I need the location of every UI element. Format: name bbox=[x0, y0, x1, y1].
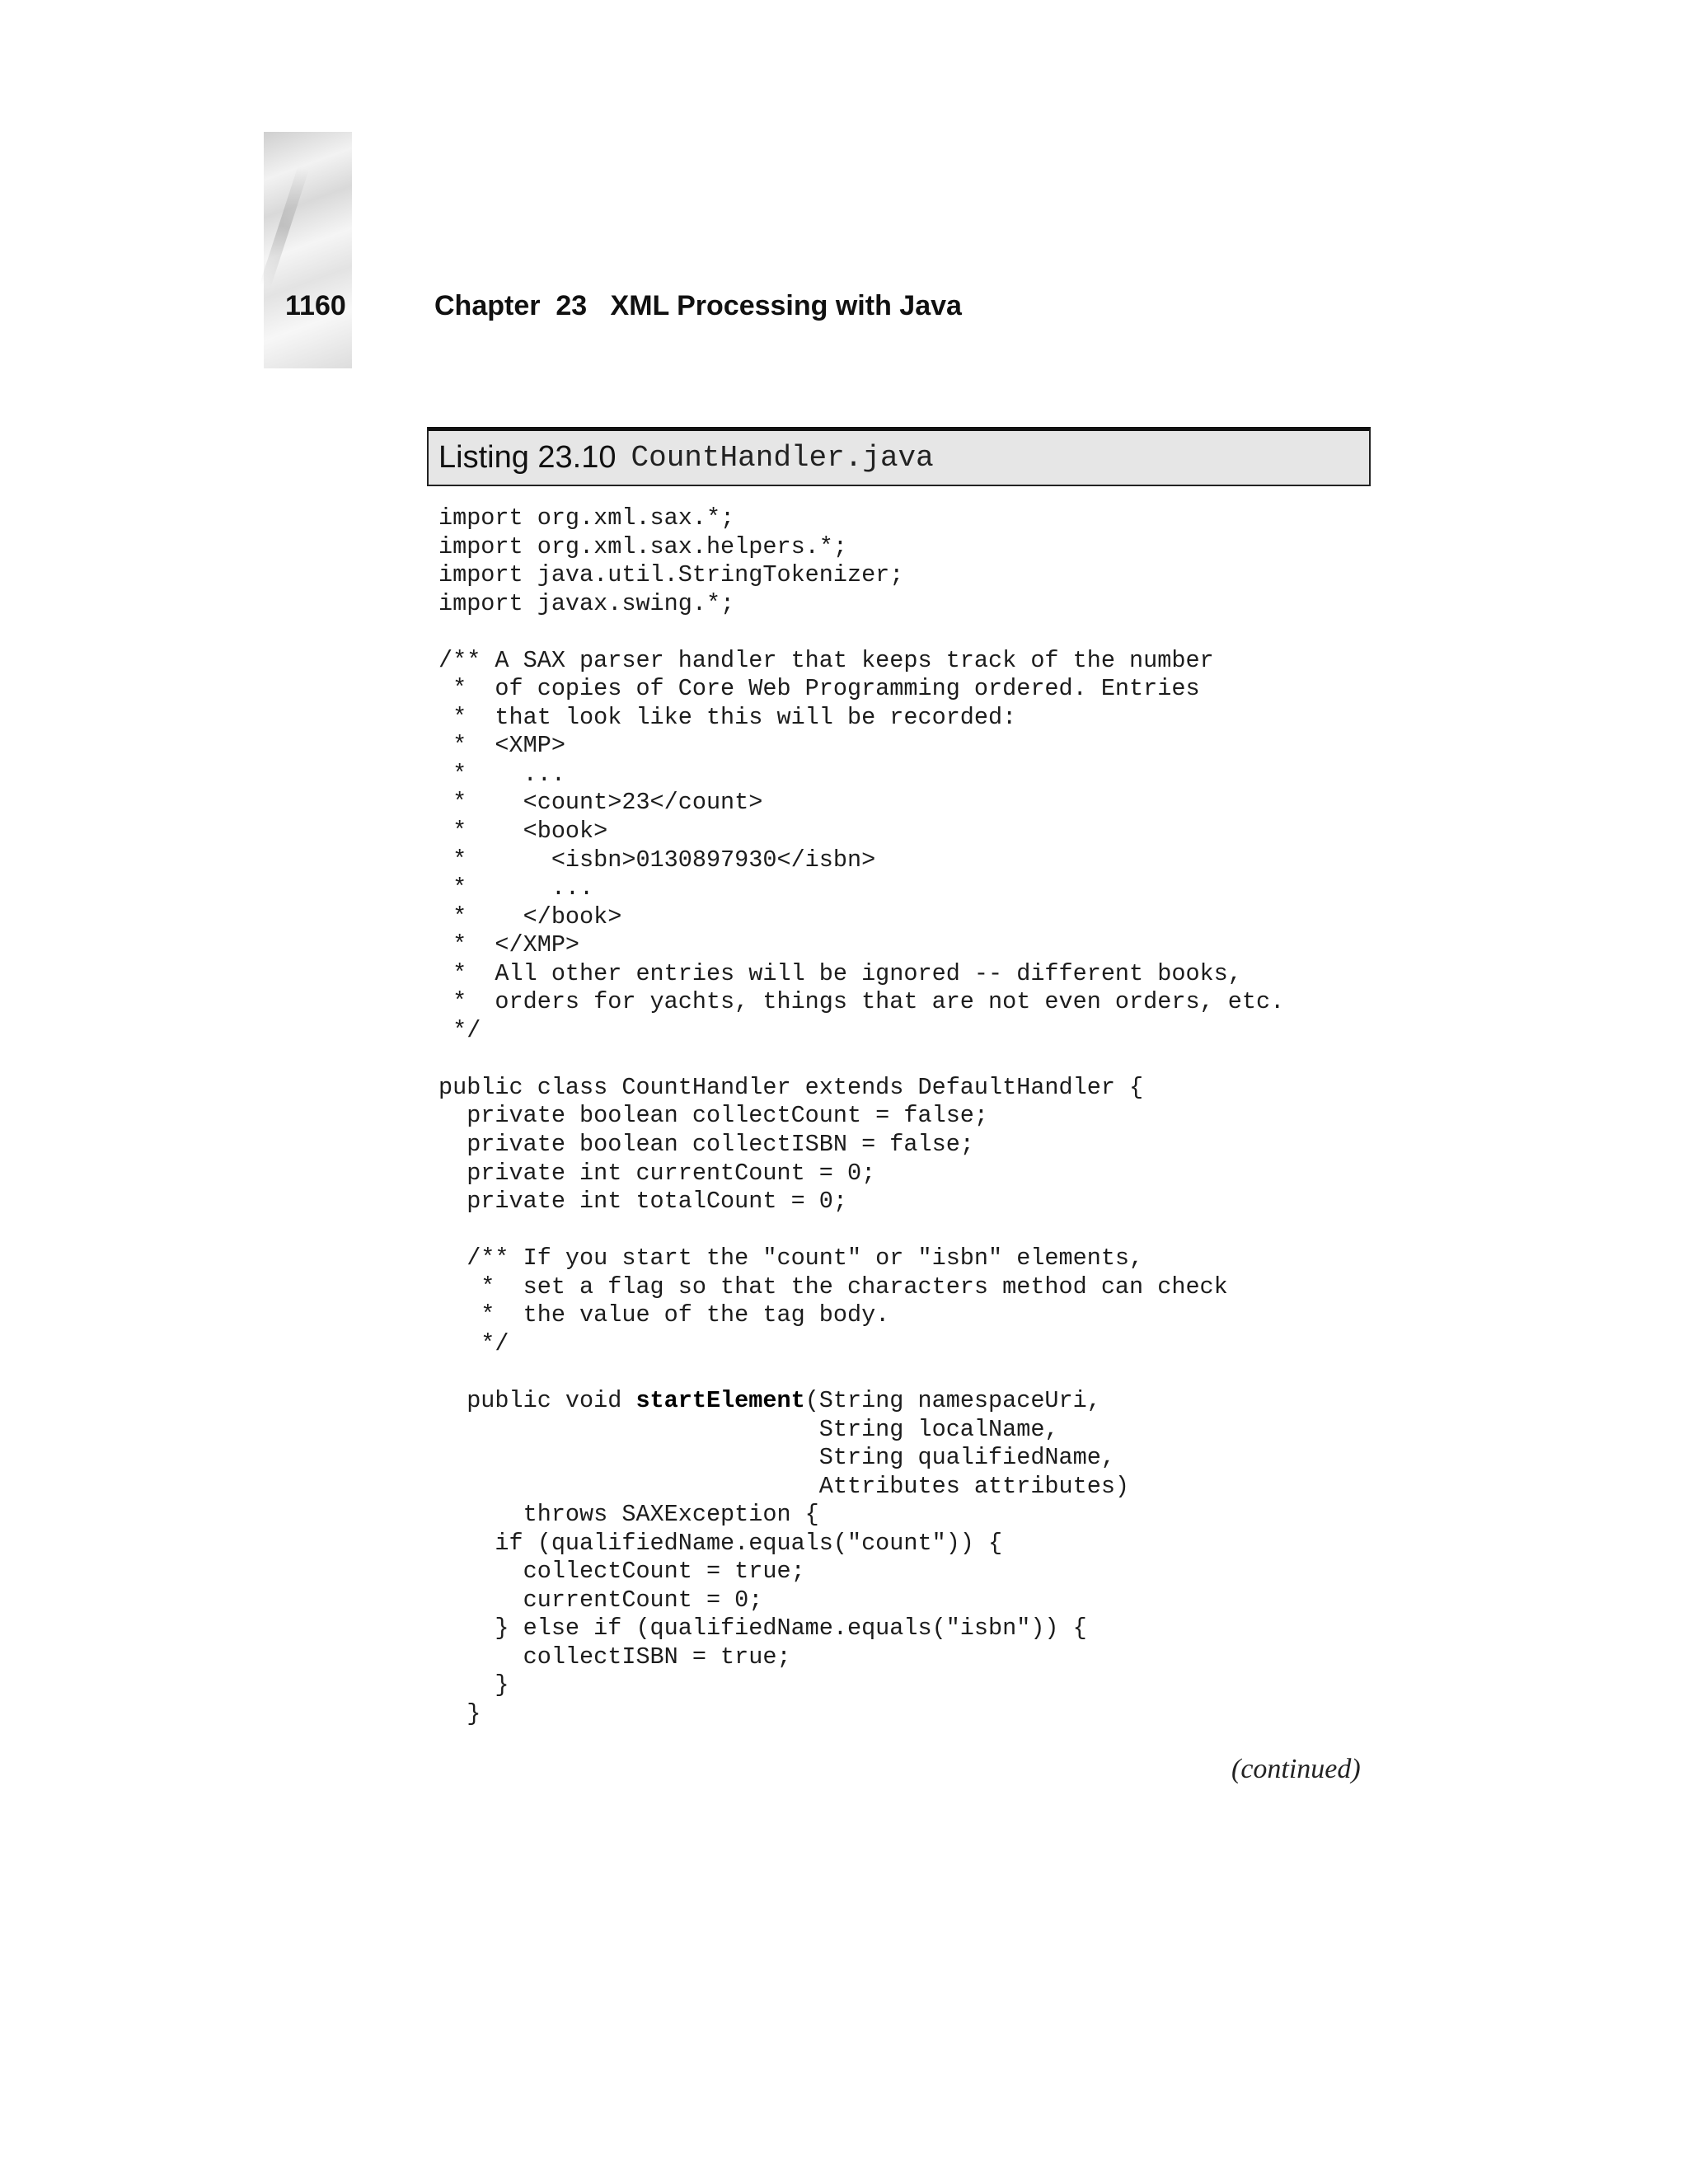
continued-note: (continued) bbox=[1231, 1754, 1361, 1784]
code-line bbox=[438, 1216, 1284, 1245]
code-line: private boolean collectISBN = false; bbox=[438, 1131, 974, 1159]
code-line: * orders for yachts, things that are not even orders, etc. bbox=[438, 988, 1285, 1016]
code-line: * the value of the tag body. bbox=[438, 1301, 890, 1329]
code-line: * <book> bbox=[438, 818, 608, 846]
code-line: public void startElement(String namespaceUri, bbox=[438, 1386, 1101, 1414]
code-line: */ bbox=[438, 1016, 481, 1044]
code-line: import javax.swing.*; bbox=[438, 589, 735, 617]
code-line: * </book> bbox=[438, 902, 622, 930]
code-line: throws SAXException { bbox=[438, 1501, 819, 1529]
code-line: private boolean collectCount = false; bbox=[438, 1102, 989, 1130]
code-line: import org.xml.sax.helpers.*; bbox=[438, 532, 847, 560]
code-line: * All other entries will be ignored -- different books, bbox=[438, 959, 1242, 987]
code-line: /** A SAX parser handler that keeps track of the number bbox=[438, 646, 1214, 674]
code-line: import org.xml.sax.*; bbox=[438, 504, 735, 532]
code-line: String localName, bbox=[438, 1415, 1059, 1443]
code-line: * set a flag so that the characters method can check bbox=[438, 1272, 1228, 1301]
code-line: public class CountHandler extends DefaultHandler { bbox=[438, 1073, 1144, 1101]
code-line: * ... bbox=[438, 874, 594, 902]
code-line: if (qualifiedName.equals("count")) { bbox=[438, 1529, 1003, 1557]
method-name-emphasis: startElement bbox=[635, 1386, 805, 1414]
code-line: * </XMP> bbox=[438, 931, 580, 959]
listing-title-bar bbox=[427, 427, 1371, 486]
code-line: collectISBN = true; bbox=[438, 1643, 791, 1671]
code-line: * <XMP> bbox=[438, 732, 565, 760]
listing-label: Listing 23.10 bbox=[438, 440, 617, 475]
code-line bbox=[438, 1045, 1284, 1074]
page-number: 1160 bbox=[285, 290, 346, 321]
code-line: import java.util.StringTokenizer; bbox=[438, 561, 904, 589]
code-line: private int currentCount = 0; bbox=[438, 1159, 876, 1187]
code-listing bbox=[438, 504, 1284, 1729]
code-line: Attributes attributes) bbox=[438, 1472, 1130, 1500]
code-line bbox=[438, 1358, 1284, 1387]
code-line: * of copies of Core Web Programming ordered. Entries bbox=[438, 675, 1200, 703]
code-line: } bbox=[438, 1699, 481, 1727]
code-line: * <count>23</count> bbox=[438, 789, 763, 817]
code-line: /** If you start the "count" or "isbn" elements, bbox=[438, 1244, 1144, 1272]
code-line: } bbox=[438, 1671, 509, 1699]
code-line: private int totalCount = 0; bbox=[438, 1188, 847, 1216]
code-line: * ... bbox=[438, 760, 565, 788]
code-line: } else if (qualifiedName.equals("isbn")) { bbox=[438, 1615, 1087, 1643]
running-head: Chapter 23 XML Processing with Java bbox=[434, 290, 962, 321]
code-line: String qualifiedName, bbox=[438, 1444, 1115, 1472]
listing-filename: CountHandler.java bbox=[631, 441, 934, 475]
code-line: */ bbox=[438, 1329, 509, 1357]
code-line: * <isbn>0130897930</isbn> bbox=[438, 846, 876, 874]
code-line bbox=[438, 618, 1284, 647]
thumb-tab-decoration bbox=[264, 132, 352, 368]
code-line: collectCount = true; bbox=[438, 1558, 805, 1586]
code-line: currentCount = 0; bbox=[438, 1586, 763, 1614]
code-line: * that look like this will be recorded: bbox=[438, 703, 1017, 731]
